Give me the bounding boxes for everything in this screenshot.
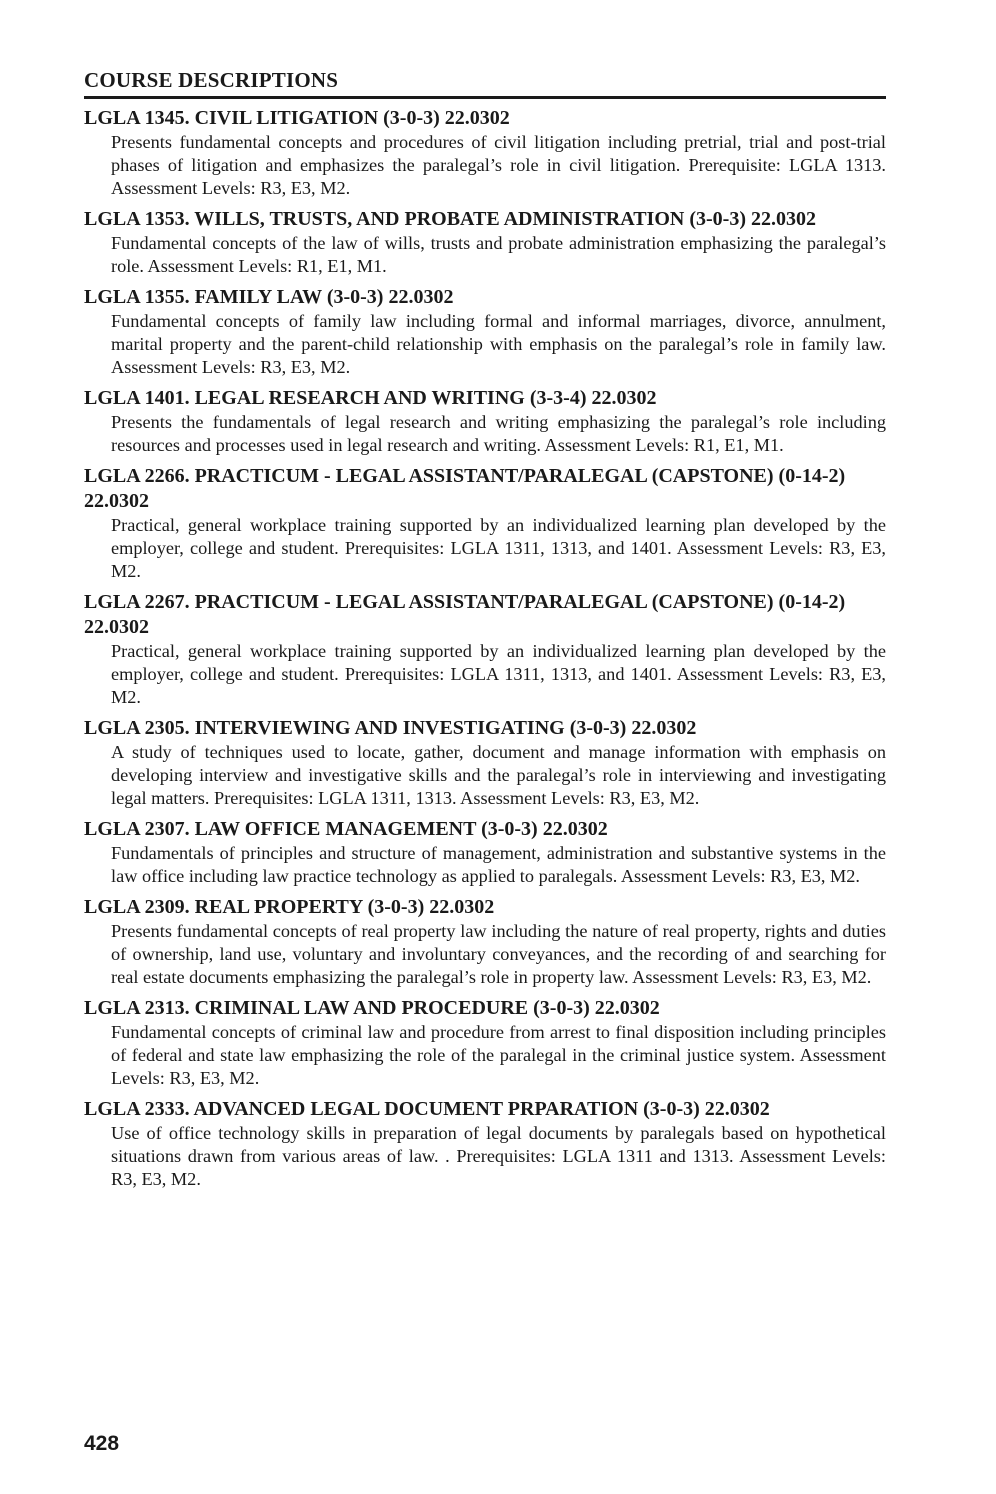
course-description: Fundamental concepts of the law of wills, trusts and probate administration emphasizing the paralegal’s role. Assessment Levels: R1, E1, M1.: [111, 233, 886, 276]
course-title: LGLA 2307. LAW OFFICE MANAGEMENT (3-0-3) 22.0302: [84, 818, 608, 840]
course-title: LGLA 2333. ADVANCED LEGAL DOCUMENT PRPARATION (3-0-3) 22.0302: [84, 1098, 770, 1120]
course-title: LGLA 2267. PRACTICUM - LEGAL ASSISTANT/PARALEGAL (CAPSTONE) (0-14-2) 22.0302: [84, 591, 846, 638]
course-title: LGLA 2305. INTERVIEWING AND INVESTIGATING (3-0-3) 22.0302: [84, 717, 697, 739]
course-entry: [84, 285, 886, 379]
course-description: Fundamental concepts of family law including formal and informal marriages, divorce, annulment, marital property and the parent-child relationship with emphasis on the paralegal’s role in family law. Assessment Levels: R3, E3, M2.: [111, 311, 886, 377]
course-description: Presents fundamental concepts of real property law including the nature of real property, rights and duties of ownership, land use, voluntary and involuntary conveyances, and the recording of and searching for real estate documents emphasizing the paralegal’s role in property law. Assessment Levels: R3, E3, M2.: [111, 921, 886, 987]
course-description: Fundamental concepts of criminal law and procedure from arrest to final disposition including principles of federal and state law emphasizing the role of the paralegal in the criminal justice system. Assessment Levels: R3, E3, M2.: [111, 1022, 886, 1088]
course-title: LGLA 1345. CIVIL LITIGATION (3-0-3) 22.0302: [84, 107, 510, 129]
course-entry: [84, 996, 886, 1090]
course-entry: [84, 106, 886, 200]
course-description: Presents the fundamentals of legal research and writing emphasizing the paralegal’s role including resources and processes used in legal research and writing. Assessment Levels: R1, E1, M1.: [111, 412, 886, 455]
course-entry: [84, 590, 886, 709]
course-entry: [84, 716, 886, 810]
course-title: LGLA 2313. CRIMINAL LAW AND PROCEDURE (3-0-3) 22.0302: [84, 997, 660, 1019]
course-description: Presents fundamental concepts and procedures of civil litigation including pretrial, trial and post-trial phases of litigation and emphasizes the paralegal’s role in civil litigation. Prerequisite: LGLA 1313. Assessment Levels: R3, E3, M2.: [111, 132, 886, 198]
course-entry: [84, 895, 886, 989]
course-title: LGLA 2266. PRACTICUM - LEGAL ASSISTANT/PARALEGAL (CAPSTONE) (0-14-2) 22.0302: [84, 465, 846, 512]
course-description: Use of office technology skills in preparation of legal documents by paralegals based on hypothetical situations drawn from various areas of law. . Prerequisites: LGLA 1311 and 1313. Assessment Levels: R3, E3, M2.: [111, 1123, 886, 1189]
course-entry: [84, 386, 886, 457]
document-page: [84, 66, 886, 1198]
course-entry: [84, 817, 886, 888]
course-title: LGLA 1355. FAMILY LAW (3-0-3) 22.0302: [84, 286, 454, 308]
course-title: LGLA 2309. REAL PROPERTY (3-0-3) 22.0302: [84, 896, 495, 918]
course-entry: [84, 464, 886, 583]
running-head: COURSE DESCRIPTIONS: [84, 66, 886, 99]
course-title: LGLA 1401. LEGAL RESEARCH AND WRITING (3-3-4) 22.0302: [84, 387, 657, 409]
course-description: A study of techniques used to locate, gather, document and manage information with emphasis on developing interview and investigative skills and the paralegal’s role in interviewing and investigating legal matters. Prerequisites: LGLA 1311, 1313. Assessment Levels: R3, E3, M2.: [111, 742, 886, 808]
course-description: Fundamentals of principles and structure of management, administration and substantive systems in the law office including law practice technology as applied to paralegals. Assessment Levels: R3, E3, M2.: [111, 843, 886, 886]
course-description: Practical, general workplace training supported by an individualized learning plan developed by the employer, college and student. Prerequisites: LGLA 1311, 1313, and 1401. Assessment Levels: R3, E3, M2.: [111, 515, 886, 581]
course-title: LGLA 1353. WILLS, TRUSTS, AND PROBATE ADMINISTRATION (3-0-3) 22.0302: [84, 208, 816, 230]
course-description: Practical, general workplace training supported by an individualized learning plan developed by the employer, college and student. Prerequisites: LGLA 1311, 1313, and 1401. Assessment Levels: R3, E3, M2.: [111, 641, 886, 707]
course-entry: [84, 207, 886, 278]
course-entry: [84, 1097, 886, 1191]
page-number: 428: [84, 1432, 120, 1455]
